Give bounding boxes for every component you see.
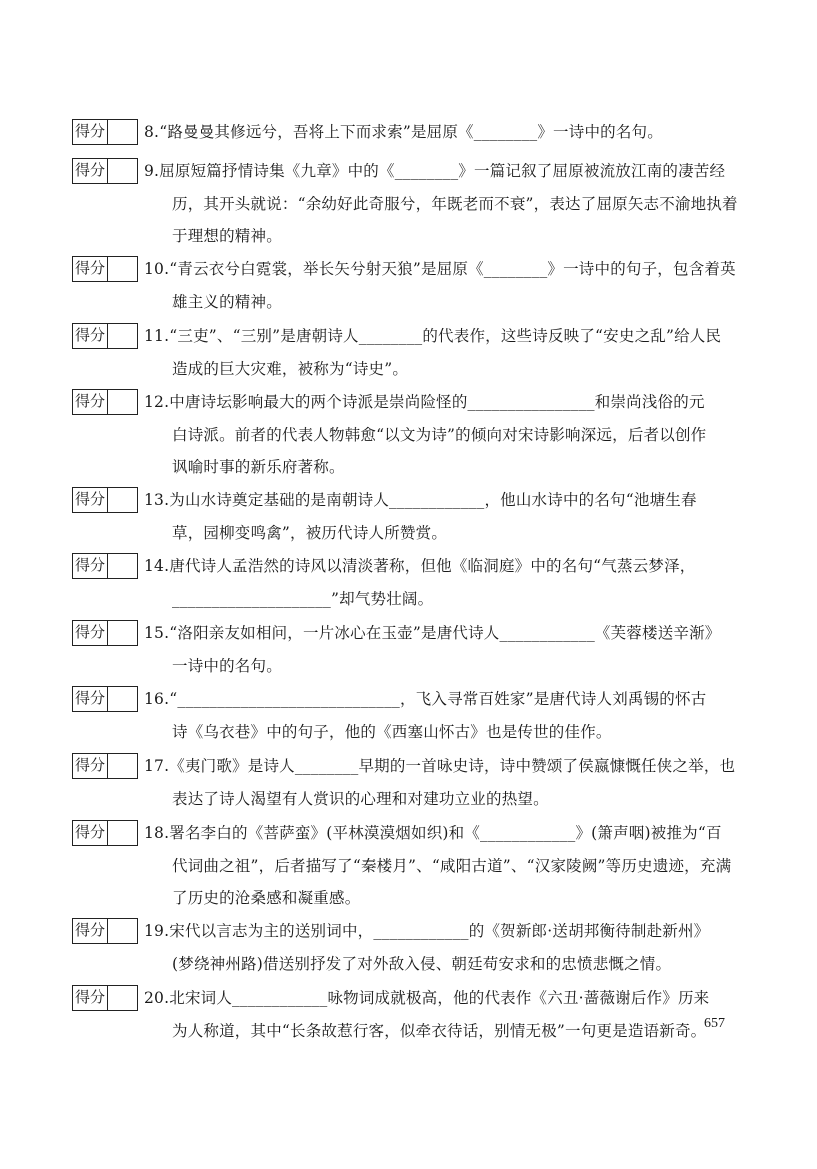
score-box[interactable] xyxy=(72,323,138,349)
score-label: 得分 xyxy=(73,390,108,414)
score-input[interactable] xyxy=(108,257,137,281)
score-box[interactable] xyxy=(72,119,138,145)
question-line: 17.《夷门歌》是诗人________早期的一首咏史诗，诗中赞颂了侯嬴慷慨任侠之举，也 xyxy=(144,757,736,775)
question-line: ____________________”却气势壮阔。 xyxy=(172,589,434,608)
score-box[interactable] xyxy=(72,918,138,944)
score-box[interactable] xyxy=(72,686,138,712)
score-label: 得分 xyxy=(73,621,108,645)
score-box[interactable] xyxy=(72,256,138,282)
score-input[interactable] xyxy=(108,120,137,144)
question-line: 了历史的沧桑感和凝重感。 xyxy=(172,889,361,907)
score-label: 得分 xyxy=(73,821,108,845)
question-line: 于理想的精神。 xyxy=(172,227,282,245)
score-box[interactable] xyxy=(72,753,138,779)
score-box[interactable] xyxy=(72,487,138,513)
score-input[interactable] xyxy=(108,754,137,778)
score-label: 得分 xyxy=(73,919,108,943)
question-line: 雄主义的精神。 xyxy=(172,292,282,311)
score-input[interactable] xyxy=(108,324,137,348)
question-line: 10.“青云衣兮白霓裳，举长矢兮射天狼”是屈原《________》一诗中的句子，包含着英 xyxy=(144,260,736,278)
question-line: 14.唐代诗人孟浩然的诗风以清淡著称，但他《临洞庭》中的名句“气蒸云梦泽， xyxy=(144,557,696,575)
question-line: 15.“洛阳亲友如相问，一片冰心在玉壶”是唐代诗人____________《芙蓉楼送辛渐》 xyxy=(144,624,721,642)
question-line: 16.“____________________________，飞入寻常百姓家”是唐代诗人刘禹锡的怀古 xyxy=(144,690,707,708)
question-line: 18.署名李白的《菩萨蛮》(平林漠漠烟如织)和《____________》(箫声咽)被推为“百 xyxy=(144,824,722,842)
score-label: 得分 xyxy=(73,257,108,281)
score-input[interactable] xyxy=(108,554,137,578)
score-input[interactable] xyxy=(108,687,137,711)
question-line: 20.北宋词人____________咏物词成就极高，他的代表作《六丑·蔷薇谢后作》历来 xyxy=(144,989,710,1007)
question-line: 草，园柳变鸣禽”，被历代诗人所赞赏。 xyxy=(172,523,448,542)
score-label: 得分 xyxy=(73,986,108,1010)
score-box[interactable] xyxy=(72,389,138,415)
question-line: 9.屈原短篇抒情诗集《九章》中的《________》一篇记叙了屈原被流放江南的凄苦经 xyxy=(144,162,726,180)
question-line: 13.为山水诗奠定基础的是南朝诗人____________，他山水诗中的名句“池塘生春 xyxy=(144,491,697,509)
question-line: 造成的巨大灾难，被称为“诗史”。 xyxy=(172,359,409,378)
score-label: 得分 xyxy=(73,120,108,144)
score-input[interactable] xyxy=(108,986,137,1010)
question-line: 一诗中的名句。 xyxy=(172,656,282,675)
score-input[interactable] xyxy=(108,488,137,512)
score-box[interactable] xyxy=(72,985,138,1011)
question-line: 代词曲之祖”，后者描写了“秦楼月”、“咸阳古道”、“汉家陵阙”等历史遗迹，充满 xyxy=(172,856,732,875)
score-box[interactable] xyxy=(72,620,138,646)
score-box[interactable] xyxy=(72,158,138,184)
question-line: 讽喻时事的新乐府著称。 xyxy=(172,458,345,476)
score-input[interactable] xyxy=(108,621,137,645)
score-box[interactable] xyxy=(72,820,138,846)
score-label: 得分 xyxy=(73,159,108,183)
score-input[interactable] xyxy=(108,159,137,183)
question-line: 19.宋代以言志为主的送别词中，____________的《贺新郎·送胡邦衡待制赴新州》 xyxy=(144,922,710,940)
score-label: 得分 xyxy=(73,324,108,348)
score-label: 得分 xyxy=(73,754,108,778)
question-line: 诗《乌衣巷》中的句子，他的《西塞山怀古》也是传世的佳作。 xyxy=(172,722,612,741)
question-line: 8.“路曼曼其修远兮，吾将上下而求索”是屈原《________》一诗中的名句。 xyxy=(144,123,663,141)
question-line: 表达了诗人渴望有人赏识的心理和对建功立业的热望。 xyxy=(172,789,549,808)
score-label: 得分 xyxy=(73,488,108,512)
question-line: 白诗派。前者的代表人物韩愈“以文为诗”的倾向对宋诗影响深远，后者以创作 xyxy=(172,425,707,444)
score-input[interactable] xyxy=(108,919,137,943)
score-box[interactable] xyxy=(72,553,138,579)
score-input[interactable] xyxy=(108,390,137,414)
page-number: 657 xyxy=(704,1016,725,1031)
score-input[interactable] xyxy=(108,821,137,845)
question-line: 为人称道，其中“长条故惹行客，似牵衣待话，别情无极”一句更是造语新奇。 xyxy=(172,1021,707,1040)
question-line: 历，其开头就说：“余幼好此奇服兮，年既老而不衰”，表达了屈原矢志不渝地执着 xyxy=(172,194,738,213)
score-label: 得分 xyxy=(73,687,108,711)
question-line: 11.“三吏”、“三别”是唐朝诗人________的代表作，这些诗反映了“安史之乱”给人民 xyxy=(144,327,722,345)
score-label: 得分 xyxy=(73,554,108,578)
question-line: (梦绕神州路)借送别抒发了对外敌入侵、朝廷苟安求和的忠愤悲慨之情。 xyxy=(172,954,672,973)
question-line: 12.中唐诗坛影响最大的两个诗派是崇尚险怪的________________和崇尚浅俗的元 xyxy=(144,393,705,411)
